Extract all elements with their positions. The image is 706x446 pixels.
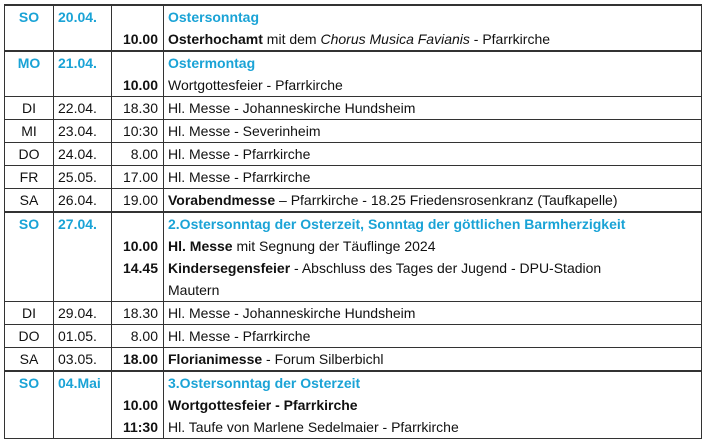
weekday-cell: SO bbox=[5, 5, 54, 51]
event-headline: Ostersonntag bbox=[168, 9, 260, 25]
event-line bbox=[168, 74, 697, 96]
time-cell: 19.00 bbox=[112, 189, 164, 213]
date-cell: 03.05. bbox=[54, 348, 112, 372]
time-spacer bbox=[116, 52, 158, 74]
event-text: Hl. Messe - Pfarrkirche bbox=[168, 146, 311, 162]
event-cell bbox=[164, 325, 702, 348]
date-cell: 01.05. bbox=[54, 325, 112, 348]
event-title: Wortgottesfeier - Pfarrkirche bbox=[168, 397, 358, 413]
schedule-row bbox=[5, 51, 702, 97]
event-text: - Pfarrkirche bbox=[469, 31, 551, 47]
schedule-row bbox=[5, 143, 702, 166]
weekday-cell: DO bbox=[5, 325, 54, 348]
event-cell bbox=[164, 166, 702, 189]
event-text: - Forum Silberbichl bbox=[262, 351, 384, 367]
event-title: Kindersegensfeier bbox=[168, 260, 291, 276]
event-text: mit dem bbox=[262, 31, 321, 47]
event-title: Florianimesse bbox=[168, 351, 263, 367]
event-text: Hl. Messe - Pfarrkirche bbox=[168, 169, 311, 185]
event-text: Hl. Messe - Pfarrkirche bbox=[168, 328, 311, 344]
event-text: mit Segnung der Täuflinge 2024 bbox=[232, 238, 436, 254]
event-line bbox=[168, 394, 697, 416]
weekday-cell: MO bbox=[5, 51, 54, 97]
date-cell: 21.04. bbox=[54, 51, 112, 97]
date-cell: 26.04. bbox=[54, 189, 112, 213]
date-cell: 24.04. bbox=[54, 143, 112, 166]
event-headline: Ostermontag bbox=[168, 55, 256, 71]
time-value: 14.45 bbox=[122, 260, 158, 276]
time-cell bbox=[112, 212, 164, 302]
time-cell: 18.30 bbox=[112, 302, 164, 325]
event-title: Osterhochamt bbox=[168, 31, 263, 47]
weekday-cell: FR bbox=[5, 166, 54, 189]
date-cell: 27.04. bbox=[54, 212, 112, 302]
event-line bbox=[168, 257, 697, 279]
schedule-body bbox=[5, 5, 702, 439]
time-cell: 18.30 bbox=[112, 97, 164, 120]
time-cell bbox=[112, 5, 164, 51]
event-title: Vorabendmesse bbox=[168, 192, 276, 208]
event-headline: 3.Ostersonntag der Osterzeit bbox=[168, 375, 361, 391]
weekday-cell: SO bbox=[5, 212, 54, 302]
event-cell bbox=[164, 97, 702, 120]
time-cell: 8.00 bbox=[112, 325, 164, 348]
date-cell: 25.05. bbox=[54, 166, 112, 189]
event-cell bbox=[164, 120, 702, 143]
schedule-row bbox=[5, 97, 702, 120]
time-value: 11:30 bbox=[122, 419, 158, 435]
event-line bbox=[168, 235, 697, 257]
schedule-row bbox=[5, 325, 702, 348]
time-cell: 17.00 bbox=[112, 166, 164, 189]
event-cell bbox=[164, 302, 702, 325]
event-cell bbox=[164, 5, 702, 51]
date-cell: 20.04. bbox=[54, 5, 112, 51]
event-text: Wortgottesfeier - Pfarrkirche bbox=[168, 77, 343, 93]
time-cell: 8.00 bbox=[112, 143, 164, 166]
weekday-cell: SO bbox=[5, 371, 54, 439]
event-cell bbox=[164, 51, 702, 97]
schedule-table bbox=[4, 4, 702, 439]
event-text: Hl. Messe - Johanneskirche Hundsheim bbox=[168, 305, 416, 321]
time-cell bbox=[112, 371, 164, 439]
weekday-cell: MI bbox=[5, 120, 54, 143]
event-line: Mautern bbox=[168, 282, 220, 298]
time-spacer bbox=[116, 279, 158, 301]
weekday-cell: DI bbox=[5, 97, 54, 120]
schedule-row bbox=[5, 5, 702, 51]
time-cell bbox=[112, 51, 164, 97]
weekday-cell: SA bbox=[5, 189, 54, 213]
time-value: 10.00 bbox=[122, 238, 158, 254]
event-text: Hl. Taufe von Marlene Sedelmaier - Pfarrkirche bbox=[168, 419, 459, 435]
time-spacer bbox=[116, 372, 158, 394]
event-headline: 2.Ostersonntag der Osterzeit, Sonntag der göttlichen Barmherzigkeit bbox=[168, 216, 626, 232]
schedule-row bbox=[5, 120, 702, 143]
schedule-row bbox=[5, 189, 702, 213]
time-value: 10.00 bbox=[122, 397, 158, 413]
event-title: Hl. Messe bbox=[168, 238, 233, 254]
date-cell: 04.Mai bbox=[54, 371, 112, 439]
schedule-row bbox=[5, 212, 702, 302]
event-cell bbox=[164, 348, 702, 372]
event-text: - Abschluss des Tages der Jugend - DPU-Stadion bbox=[290, 260, 602, 276]
schedule-row bbox=[5, 348, 702, 372]
time-value: 10.00 bbox=[122, 31, 158, 47]
time-spacer bbox=[116, 6, 158, 28]
event-line bbox=[168, 416, 697, 438]
event-text: Hl. Messe - Severinheim bbox=[168, 123, 321, 139]
event-text: Hl. Messe - Johanneskirche Hundsheim bbox=[168, 100, 416, 116]
event-cell bbox=[164, 143, 702, 166]
weekday-cell: SA bbox=[5, 348, 54, 372]
date-cell: 22.04. bbox=[54, 97, 112, 120]
time-spacer bbox=[116, 213, 158, 235]
time-cell: 18.00 bbox=[112, 348, 164, 372]
date-cell: 23.04. bbox=[54, 120, 112, 143]
schedule-row bbox=[5, 371, 702, 439]
event-cell bbox=[164, 189, 702, 213]
event-cell bbox=[164, 371, 702, 439]
event-italic: Chorus Musica Favianis bbox=[320, 31, 470, 47]
schedule-row bbox=[5, 166, 702, 189]
event-line bbox=[168, 28, 697, 50]
time-cell: 10:30 bbox=[112, 120, 164, 143]
time-value: 10.00 bbox=[122, 77, 158, 93]
weekday-cell: DO bbox=[5, 143, 54, 166]
weekday-cell: DI bbox=[5, 302, 54, 325]
event-text: – Pfarrkirche - 18.25 Friedensrosenkranz (Taufkapelle) bbox=[275, 192, 618, 208]
date-cell: 29.04. bbox=[54, 302, 112, 325]
event-cell bbox=[164, 212, 702, 302]
schedule-row bbox=[5, 302, 702, 325]
